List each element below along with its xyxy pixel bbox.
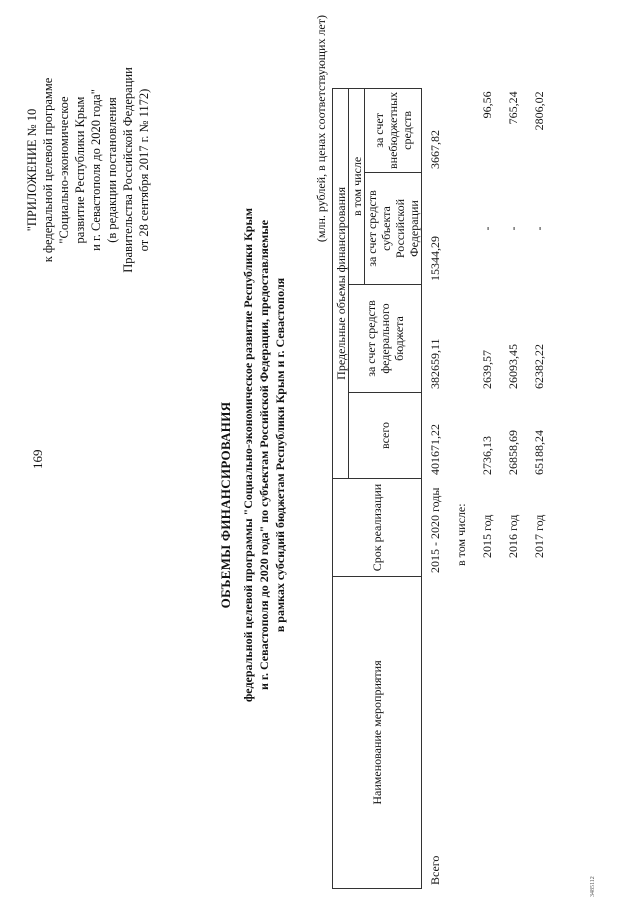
units-note: (млн. рублей, в ценах соответствующих лет) xyxy=(314,15,328,243)
cell-regional: - xyxy=(532,226,546,231)
page-number: 169 xyxy=(30,449,45,469)
appendix-line: "ПРИЛОЖЕНИЕ № 10 xyxy=(25,108,39,232)
cell-federal: 26093,45 xyxy=(506,344,520,389)
header-period: Срок реализации xyxy=(333,479,422,577)
cell-extra: 3667,82 xyxy=(428,130,442,169)
cell-extra: 2806,02 xyxy=(532,91,546,131)
header-extra: за счет внебюджетных средств xyxy=(365,88,422,172)
appendix-header xyxy=(24,35,152,305)
document-subtitle xyxy=(240,125,288,785)
cell-total: 401671,22 xyxy=(428,424,442,475)
appendix-line: и г. Севастополя до 2020 года" xyxy=(89,89,103,251)
document-code: 3485112 xyxy=(590,876,596,897)
document-title: ОБЪЕМЫ ФИНАНСИРОВАНИЯ xyxy=(218,401,233,609)
cell-name xyxy=(526,577,552,889)
cell-period: 2017 год xyxy=(532,514,546,558)
cell-regional: - xyxy=(480,226,494,231)
subtitle-line: и г. Севастополя до 2020 года" по субъектам Российской Федерации, предоставляемые xyxy=(257,219,271,691)
cell-name xyxy=(474,577,500,889)
header-federal: за счет средств федерального бюджета xyxy=(349,285,422,393)
cell-extra xyxy=(448,88,474,172)
appendix-line: от 28 сентября 2017 г. № 1172) xyxy=(137,88,151,252)
cell-period: 2016 год xyxy=(506,514,520,558)
table-row xyxy=(474,88,500,888)
cell-extra: 765,24 xyxy=(506,91,520,125)
cell-total: 2736,13 xyxy=(480,436,494,475)
cell-name xyxy=(448,577,474,889)
cell-total xyxy=(448,393,474,479)
table-row xyxy=(448,88,474,888)
appendix-line: (в редакции постановления xyxy=(105,97,119,243)
subtitle-line: в рамках субсидий бюджетам Республики Крым и г. Севастополя xyxy=(273,277,287,633)
cell-federal xyxy=(448,285,474,393)
cell-total: 65188,24 xyxy=(532,430,546,475)
appendix-line: к федеральной целевой программе xyxy=(41,77,55,263)
financing-table xyxy=(332,88,552,889)
cell-regional: - xyxy=(506,226,520,231)
cell-name xyxy=(500,577,526,889)
cell-regional xyxy=(448,173,474,285)
cell-period: 2015 год xyxy=(480,514,494,558)
cell-extra: 96,56 xyxy=(480,91,494,119)
cell-federal: 382659,11 xyxy=(428,338,442,389)
header-limits: Предельные объемы финансирования xyxy=(333,88,349,478)
header-regional: за счет средств субъекта Российской Федерации xyxy=(365,173,422,285)
cell-period: 2015 - 2020 годы xyxy=(428,487,442,573)
cell-federal: 62382,22 xyxy=(532,344,546,389)
cell-period: в том числе: xyxy=(454,503,468,566)
header-name: Наименование мероприятия xyxy=(333,577,422,889)
header-total: всего xyxy=(349,393,422,479)
appendix-line: "Социально-экономическое xyxy=(57,96,71,244)
cell-name: Всего xyxy=(428,855,442,885)
table-row xyxy=(526,88,552,888)
subtitle-line: федеральной целевой программы "Социально-экономическое развитие Республики Крым xyxy=(241,207,255,703)
header-including: в том числе xyxy=(349,88,365,284)
cell-total: 26858,69 xyxy=(506,430,520,475)
appendix-line: Правительства Российской Федерации xyxy=(121,67,135,273)
table-row xyxy=(422,88,449,888)
appendix-line: развитие Республики Крым xyxy=(73,96,87,244)
table-row xyxy=(500,88,526,888)
cell-federal: 2639,57 xyxy=(480,350,494,389)
cell-regional: 15344,29 xyxy=(428,236,442,281)
